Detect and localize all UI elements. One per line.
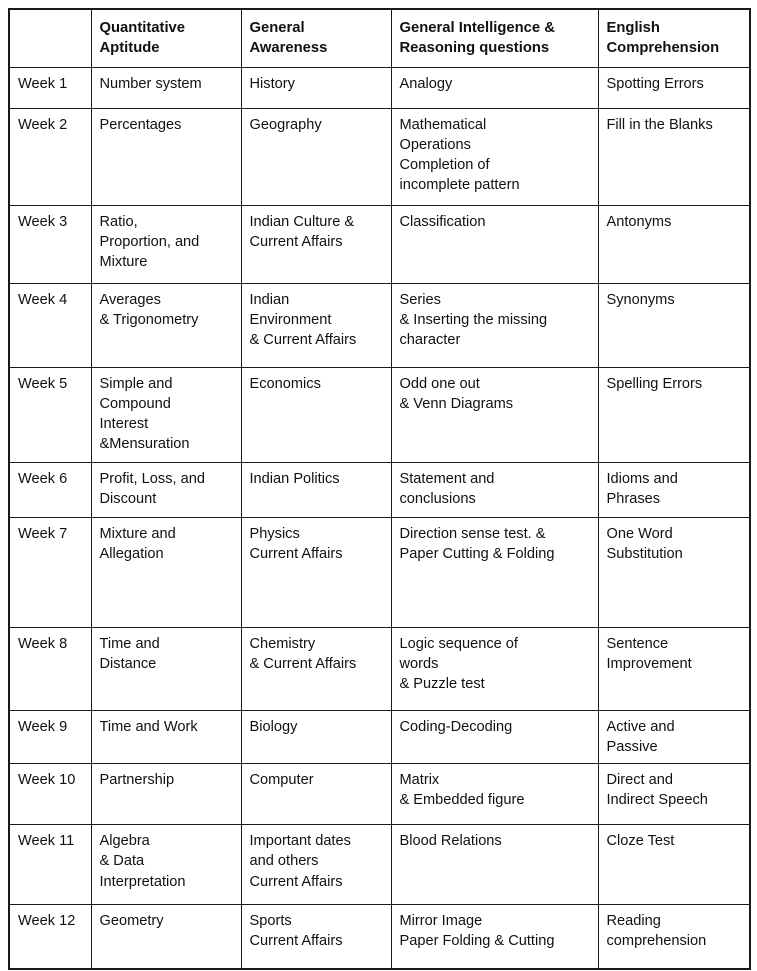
cell-quantitative-aptitude-line-4: &Mensuration: [99, 436, 190, 453]
cell-general-awareness-line-2: Current Affairs: [249, 933, 343, 950]
cell-quantitative-aptitude-line-2: Compound: [99, 396, 171, 413]
cell-english-comprehension: [598, 206, 750, 284]
cell-general-awareness-line-1: Indian Politics: [249, 471, 340, 488]
cell-general-awareness-line-1: Important dates: [249, 833, 351, 850]
cell-english-comprehension: [598, 764, 750, 825]
cell-general-intelligence-reasoning-line-1: Analogy: [399, 76, 453, 93]
cell-general-intelligence-reasoning-line-4: incomplete pattern: [399, 177, 520, 194]
cell-english-comprehension: [598, 628, 750, 711]
week-label: Week 2: [18, 117, 68, 134]
cell-english-comprehension: [598, 284, 750, 368]
cell-quantitative-aptitude-line-1: Number system: [99, 76, 202, 93]
week-label: Week 4: [18, 292, 68, 309]
cell-general-intelligence-reasoning-line-2: Paper Folding & Cutting: [399, 933, 555, 950]
cell-general-awareness: [241, 764, 391, 825]
cell-english-comprehension: [598, 905, 750, 969]
cell-general-awareness-line-2: Current Affairs: [249, 546, 343, 563]
cell-general-intelligence-reasoning-line-2: & Embedded figure: [399, 792, 525, 809]
column-header-general-awareness-line-1: General: [249, 20, 305, 36]
week-label-cell: [9, 68, 91, 109]
cell-english-comprehension-line-1: Fill in the Blanks: [606, 117, 713, 134]
cell-quantitative-aptitude-line-1: Time and Work: [99, 719, 198, 736]
cell-quantitative-aptitude: [91, 518, 241, 628]
cell-general-awareness-line-1: Indian: [249, 292, 290, 309]
table-row: [9, 825, 750, 905]
cell-english-comprehension-line-2: Phrases: [606, 491, 661, 508]
week-label-cell: [9, 711, 91, 764]
week-label: Week 9: [18, 719, 68, 736]
cell-quantitative-aptitude-line-1: Time and: [99, 636, 160, 653]
cell-quantitative-aptitude-line-2: & Data: [99, 853, 145, 870]
cell-general-intelligence-reasoning: [391, 628, 598, 711]
weekly-syllabus-table: [8, 8, 751, 970]
week-label: Week 3: [18, 214, 68, 231]
week-label-cell: [9, 463, 91, 518]
cell-general-awareness-line-1: Biology: [249, 719, 298, 736]
column-header-general-intelligence-reasoning-line-1: General Intelligence &: [399, 20, 555, 36]
cell-general-intelligence-reasoning-line-3: & Puzzle test: [399, 676, 485, 693]
cell-quantitative-aptitude-line-3: Interest: [99, 416, 149, 433]
cell-quantitative-aptitude-line-2: Proportion, and: [99, 234, 200, 251]
cell-english-comprehension-line-1: Sentence: [606, 636, 669, 653]
cell-general-awareness: [241, 206, 391, 284]
cell-general-awareness-line-2: Environment: [249, 312, 332, 329]
cell-general-intelligence-reasoning-line-1: Mathematical: [399, 117, 487, 134]
cell-general-intelligence-reasoning-line-2: conclusions: [399, 491, 476, 508]
week-label-cell: [9, 764, 91, 825]
table-row: [9, 463, 750, 518]
column-header-english-comprehension-line-2: Comprehension: [606, 39, 720, 56]
cell-quantitative-aptitude-line-1: Averages: [99, 292, 161, 309]
cell-english-comprehension: [598, 368, 750, 463]
cell-general-awareness: [241, 518, 391, 628]
table-row: [9, 109, 750, 206]
week-label-cell: [9, 284, 91, 368]
cell-english-comprehension: [598, 518, 750, 628]
cell-general-intelligence-reasoning: [391, 206, 598, 284]
cell-general-awareness-line-1: Sports: [249, 913, 292, 930]
cell-general-awareness-line-1: Economics: [249, 376, 321, 393]
cell-quantitative-aptitude-line-1: Percentages: [99, 117, 182, 134]
column-header-quantitative-aptitude-line-2: Aptitude: [99, 39, 160, 56]
cell-general-awareness-line-2: Current Affairs: [249, 234, 343, 251]
cell-quantitative-aptitude-line-1: Simple and: [99, 376, 173, 393]
column-header-general-awareness-line-2: Awareness: [249, 39, 328, 56]
cell-general-awareness-line-1: Physics: [249, 526, 300, 543]
column-header-week: [9, 9, 91, 68]
week-label: Week 5: [18, 376, 68, 393]
cell-english-comprehension: [598, 463, 750, 518]
cell-general-intelligence-reasoning-line-2: & Inserting the missing: [399, 312, 548, 329]
week-label: Week 11: [18, 833, 75, 850]
cell-quantitative-aptitude-line-1: Ratio,: [99, 214, 138, 231]
cell-english-comprehension-line-1: Synonyms: [606, 292, 675, 309]
cell-quantitative-aptitude-line-1: Mixture and: [99, 526, 176, 543]
cell-general-intelligence-reasoning-line-1: Mirror Image: [399, 913, 483, 930]
week-label-cell: [9, 206, 91, 284]
cell-english-comprehension: [598, 68, 750, 109]
cell-general-awareness-line-2: & Current Affairs: [249, 656, 357, 673]
cell-english-comprehension-line-1: Spotting Errors: [606, 76, 704, 93]
cell-quantitative-aptitude: [91, 284, 241, 368]
cell-english-comprehension-line-1: Reading: [606, 913, 661, 930]
cell-general-intelligence-reasoning-line-2: Paper Cutting & Folding: [399, 546, 555, 563]
table-row: [9, 368, 750, 463]
week-label-cell: [9, 109, 91, 206]
table-row: [9, 68, 750, 109]
cell-general-intelligence-reasoning-line-1: Classification: [399, 214, 486, 231]
table-row: [9, 711, 750, 764]
cell-quantitative-aptitude: [91, 711, 241, 764]
cell-english-comprehension-line-1: Idioms and: [606, 471, 678, 488]
cell-english-comprehension-line-2: Improvement: [606, 656, 692, 673]
table-row: [9, 905, 750, 969]
table-row: [9, 764, 750, 825]
cell-general-awareness: [241, 628, 391, 711]
cell-general-awareness: [241, 711, 391, 764]
cell-general-intelligence-reasoning: [391, 284, 598, 368]
column-header-quantitative-aptitude: [91, 9, 241, 68]
week-label: Week 12: [18, 913, 76, 930]
header-row: [9, 9, 750, 68]
cell-english-comprehension-line-2: Passive: [606, 739, 658, 756]
cell-english-comprehension-line-1: Spelling Errors: [606, 376, 703, 393]
cell-general-intelligence-reasoning-line-1: Direction sense test. &: [399, 526, 546, 543]
cell-general-awareness: [241, 284, 391, 368]
cell-quantitative-aptitude-line-2: Allegation: [99, 546, 164, 563]
week-label: Week 6: [18, 471, 68, 488]
cell-general-intelligence-reasoning: [391, 68, 598, 109]
cell-general-intelligence-reasoning: [391, 463, 598, 518]
cell-general-intelligence-reasoning-line-2: words: [399, 656, 439, 673]
week-label: Week 8: [18, 636, 68, 653]
cell-general-awareness: [241, 825, 391, 905]
cell-general-intelligence-reasoning: [391, 711, 598, 764]
cell-english-comprehension-line-1: Cloze Test: [606, 833, 675, 850]
cell-general-intelligence-reasoning-line-1: Logic sequence of: [399, 636, 518, 653]
week-label: Week 7: [18, 526, 68, 543]
cell-quantitative-aptitude-line-3: Mixture: [99, 254, 148, 271]
week-label: Week 10: [18, 772, 76, 789]
cell-general-intelligence-reasoning-line-1: Coding-Decoding: [399, 719, 513, 736]
cell-general-intelligence-reasoning-line-3: Completion of: [399, 157, 490, 174]
cell-general-intelligence-reasoning-line-2: Operations: [399, 137, 471, 154]
cell-english-comprehension: [598, 109, 750, 206]
column-header-english-comprehension: [598, 9, 750, 68]
cell-general-awareness-line-1: Computer: [249, 772, 314, 789]
cell-general-intelligence-reasoning: [391, 518, 598, 628]
cell-general-awareness-line-1: Chemistry: [249, 636, 316, 653]
cell-general-awareness-line-1: History: [249, 76, 295, 93]
cell-quantitative-aptitude: [91, 68, 241, 109]
cell-quantitative-aptitude-line-1: Partnership: [99, 772, 175, 789]
column-header-general-awareness: [241, 9, 391, 68]
cell-general-intelligence-reasoning-line-1: Series: [399, 292, 441, 309]
week-label-cell: [9, 518, 91, 628]
week-label-cell: [9, 628, 91, 711]
cell-quantitative-aptitude: [91, 109, 241, 206]
column-header-english-comprehension-line-1: English: [606, 20, 660, 36]
cell-general-awareness-line-3: & Current Affairs: [249, 332, 357, 349]
cell-quantitative-aptitude: [91, 206, 241, 284]
table-row: [9, 284, 750, 368]
cell-general-intelligence-reasoning-line-1: Statement and: [399, 471, 495, 488]
cell-quantitative-aptitude: [91, 368, 241, 463]
cell-general-awareness-line-3: Current Affairs: [249, 873, 343, 890]
cell-general-intelligence-reasoning: [391, 905, 598, 969]
table-header: [9, 9, 750, 68]
cell-quantitative-aptitude: [91, 463, 241, 518]
cell-quantitative-aptitude: [91, 764, 241, 825]
cell-quantitative-aptitude-line-1: Geometry: [99, 913, 164, 930]
cell-quantitative-aptitude-line-3: Interpretation: [99, 873, 186, 890]
cell-quantitative-aptitude-line-1: Algebra: [99, 833, 150, 850]
cell-general-awareness: [241, 463, 391, 518]
cell-english-comprehension-line-2: Substitution: [606, 546, 683, 563]
cell-general-awareness: [241, 905, 391, 969]
cell-english-comprehension: [598, 825, 750, 905]
column-header-general-intelligence-reasoning-line-2: Reasoning questions: [399, 39, 550, 56]
cell-general-awareness-line-1: Geography: [249, 117, 322, 134]
cell-general-intelligence-reasoning-line-1: Odd one out: [399, 376, 480, 393]
column-header-general-intelligence-reasoning: [391, 9, 598, 68]
cell-general-awareness: [241, 368, 391, 463]
week-label-cell: [9, 368, 91, 463]
cell-general-intelligence-reasoning: [391, 764, 598, 825]
cell-quantitative-aptitude: [91, 825, 241, 905]
cell-quantitative-aptitude-line-2: & Trigonometry: [99, 312, 199, 329]
cell-general-awareness: [241, 68, 391, 109]
cell-english-comprehension-line-1: Antonyms: [606, 214, 672, 231]
cell-quantitative-aptitude-line-2: Discount: [99, 491, 157, 508]
column-header-quantitative-aptitude-line-1: Quantitative: [99, 20, 186, 36]
cell-english-comprehension-line-1: Direct and: [606, 772, 674, 789]
cell-quantitative-aptitude: [91, 628, 241, 711]
table-row: [9, 518, 750, 628]
cell-english-comprehension-line-1: Active and: [606, 719, 675, 736]
cell-general-intelligence-reasoning-line-1: Matrix: [399, 772, 440, 789]
cell-quantitative-aptitude-line-1: Profit, Loss, and: [99, 471, 205, 488]
cell-general-intelligence-reasoning: [391, 825, 598, 905]
cell-general-intelligence-reasoning-line-1: Blood Relations: [399, 833, 502, 850]
cell-general-intelligence-reasoning-line-2: & Venn Diagrams: [399, 396, 514, 413]
cell-general-intelligence-reasoning: [391, 109, 598, 206]
cell-general-awareness-line-1: Indian Culture &: [249, 214, 355, 231]
cell-general-intelligence-reasoning-line-3: character: [399, 332, 461, 349]
week-label: Week 1: [18, 76, 68, 93]
cell-english-comprehension-line-1: One Word: [606, 526, 673, 543]
week-label-cell: [9, 825, 91, 905]
cell-general-intelligence-reasoning: [391, 368, 598, 463]
table-body: [9, 68, 750, 969]
cell-general-awareness: [241, 109, 391, 206]
table-row: [9, 206, 750, 284]
cell-quantitative-aptitude: [91, 905, 241, 969]
cell-general-awareness-line-2: and others: [249, 853, 319, 870]
cell-english-comprehension-line-2: comprehension: [606, 933, 707, 950]
cell-english-comprehension-line-2: Indirect Speech: [606, 792, 708, 809]
week-label-cell: [9, 905, 91, 969]
cell-english-comprehension: [598, 711, 750, 764]
table-row: [9, 628, 750, 711]
cell-quantitative-aptitude-line-2: Distance: [99, 656, 157, 673]
